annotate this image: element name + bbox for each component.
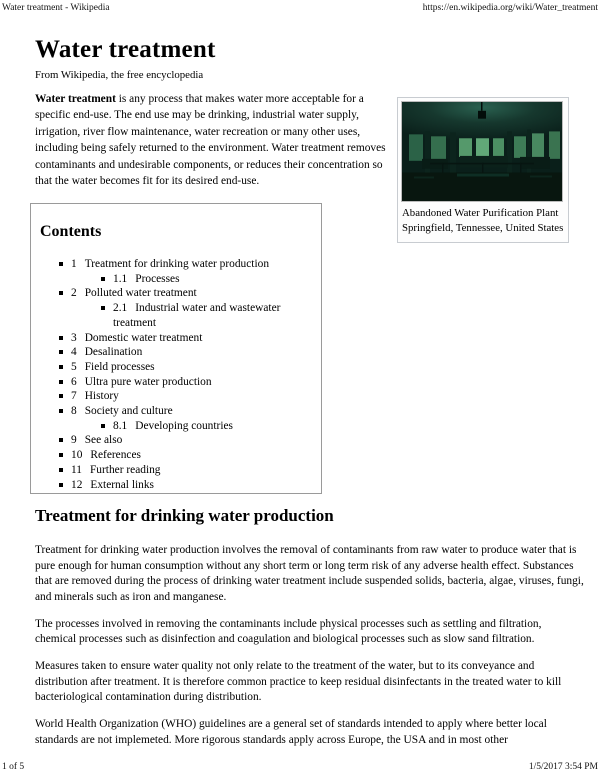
toc-item[interactable] (31, 463, 321, 478)
lead-paragraph (35, 91, 387, 189)
toc-item-label: Treatment for drinking water production (84, 258, 270, 270)
body-paragraph: World Health Organization (WHO) guidelines are a general set of standards intended to apply where better local standards are not implemeted. More rigorous standards apply across Europe, the USA and in most other (35, 718, 547, 746)
toc-item-label: Developing countries (135, 419, 233, 432)
toc-item-label: Processes (135, 272, 180, 285)
section-body (35, 543, 584, 760)
article-thumbnail (397, 97, 569, 243)
toc-item[interactable] (31, 478, 321, 493)
abandoned-plant-image-art (402, 102, 562, 201)
contents-title: Contents (40, 223, 102, 240)
section-heading: Treatment for drinking water production (35, 506, 334, 525)
print-footer (2, 762, 598, 772)
toc-item-label: Further reading (89, 463, 161, 476)
toc-item[interactable] (31, 272, 321, 287)
toc-item-number: 1 (71, 258, 77, 270)
toc-item-number: 5 (71, 360, 77, 373)
toc-item-number: 3 (71, 331, 77, 344)
page-subtitle: From Wikipedia, the free encyclopedia (35, 69, 204, 81)
toc-item-number: 11 (71, 463, 82, 476)
toc-item-number: 2.1 (113, 302, 128, 315)
toc-item[interactable] (31, 257, 321, 272)
toc-item[interactable] (31, 301, 321, 330)
toc-item-label: Society and culture (84, 405, 173, 418)
print-footer-timestamp: 1/5/2017 3:54 PM (528, 762, 598, 772)
toc-item-label: Polluted water treatment (84, 287, 197, 300)
toc-item-number: 6 (71, 375, 77, 388)
toc-item[interactable] (31, 331, 321, 346)
toc-item-label: See also (84, 434, 123, 447)
toc-item[interactable] (31, 375, 321, 390)
toc-item-label: Industrial water and wastewater treatment (113, 302, 281, 329)
print-header-title: Water treatment - Wikipedia (2, 3, 110, 13)
print-header-url: https://en.wikipedia.org/wiki/Water_treatment (422, 3, 598, 13)
body-paragraph: Treatment for drinking water production involves the removal of contaminants from raw water to produce water that is pure enough for human consumption without any short term or long term risk of any adverse health effect. Substances that are removed during the process of drinking water treatment include suspended solids, bacteria, algae, viruses, fungi, and minerals such as iron and manganese. (35, 544, 584, 603)
toc-item-number: 8.1 (113, 419, 128, 432)
toc-item-label: External links (90, 478, 154, 491)
toc-item-label: Ultra pure water production (84, 375, 212, 388)
toc-item[interactable] (31, 360, 321, 375)
page-title: Water treatment (35, 36, 216, 63)
toc-item-number: 8 (71, 405, 77, 418)
image-caption: Abandoned Water Purification Plant Springfield, Tennessee, United States (402, 207, 564, 235)
toc-item-number: 7 (71, 390, 77, 403)
body-paragraph: Measures taken to ensure water quality not only relate to the treatment of the water, but to its conveyance and distribution after treatment. It is therefore common practice to keep residual disinfectants in the treated water to kill bacteriological contamination during distribution. (35, 660, 562, 703)
toc-item-label: Domestic water treatment (84, 331, 203, 344)
body-paragraph: The processes involved in removing the contaminants include physical processes such as settling and filtration, chemical processes such as disinfection and coagulation and biological processes such as slow sand filtration. (35, 617, 542, 645)
toc-item-number: 1.1 (113, 272, 128, 285)
lead-bold-term: Water treatment (35, 93, 116, 105)
toc-item-label: History (84, 390, 119, 403)
toc-item[interactable] (31, 404, 321, 419)
toc-item-number: 10 (71, 449, 83, 462)
lead-text: is any process that makes water more acceptable for a specific end-use. The end use may be drinking, industrial water supply, irrigation, river flow maintenance, water recreation or many other uses, including being safely returned to the environment. Water treatment removes contaminants and undesirable components, or reduces their concentration so that the water becomes fit for its desired end-use. (35, 93, 386, 188)
print-header (2, 3, 598, 13)
toc-item-label: References (90, 449, 141, 462)
toc-item-number: 12 (71, 478, 83, 491)
toc-item[interactable] (31, 345, 321, 360)
toc-item-number: 2 (71, 287, 77, 300)
abandoned-plant-image[interactable] (401, 101, 563, 202)
toc-list (31, 257, 321, 492)
toc-item[interactable] (31, 419, 321, 434)
contents-box (30, 203, 322, 494)
toc-item[interactable] (31, 286, 321, 301)
toc-item-label: Field processes (84, 360, 155, 373)
print-footer-pagecount: 1 of 5 (2, 762, 25, 772)
toc-item-number: 4 (71, 346, 77, 359)
toc-item[interactable] (31, 448, 321, 463)
toc-item-number: 9 (71, 434, 77, 447)
toc-item[interactable] (31, 389, 321, 404)
toc-item-label: Desalination (84, 346, 143, 359)
toc-item[interactable] (31, 433, 321, 448)
